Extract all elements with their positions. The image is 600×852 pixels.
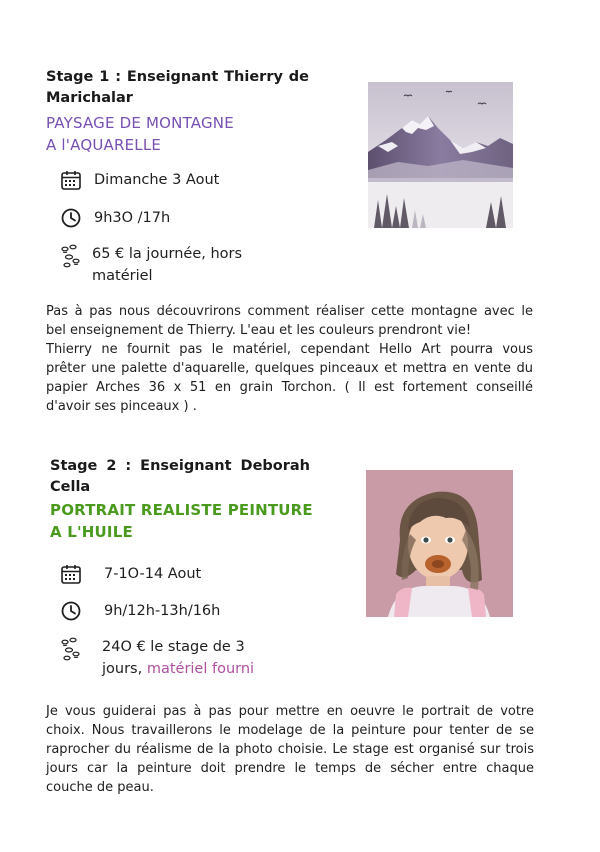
child-portrait-image [366,470,513,617]
stage1-date: Dimanche 3 Aout [94,172,220,188]
stage2-heading: Stage 2 : Enseignant Deborah Cella [50,458,310,495]
coins-icon [60,636,82,658]
clock-icon [60,207,82,229]
stage2-time: 9h/12h-13h/16h [104,603,221,619]
stage1-description: Pas à pas nous découvrirons comment réaliser cette montagne avec le bel enseignement de Thierry. L'eau et les couleurs prendront vie! Thierry ne fournit pas le matériel, cependant Hello Art pourra vous prêter une palette d'aquarelle, quelques pinceaux et mettra en vente du papier Arches 36 x 51 en grain Torchon. ( Il est fortement conseillé d'avoir ses pinceaux ) . [46,304,533,414]
stage2-date: 7-1O-14 Aout [104,566,202,582]
stage1-subtitle: PAYSAGE DE MONTAGNE A l'AQUARELLE [46,114,234,154]
stage1-time-row [60,207,170,229]
stage2-price-line2: jours, matériel fourni [102,661,255,677]
stage2-price-line1: 24O € le stage de 3 [102,639,245,655]
calendar-icon [60,169,82,191]
materiel-fourni-highlight: matériel fourni [146,661,255,677]
stage1-price-row [60,243,242,287]
stage2-description: Je vous guiderai pas à pas pour mettre en oeuvre le portrait de votre choix. Nous travaillerons le modelage de la peinture pour tenter de se raprocher du réalisme de la photo choisie. Le stage est organisé sur trois jours car la peinture doit prendre le temps de sécher entre chaque couche de peau. [46,704,534,795]
stage2-subtitle: PORTRAIT REALISTE PEINTURE A L'HUILE [50,501,313,541]
stage1-heading: Stage 1 : Enseignant Thierry de Marichalar [46,69,309,106]
clock-icon [60,600,82,622]
stage2-price-row [60,636,254,680]
coins-icon [60,243,82,265]
stage2-date-row [60,563,201,585]
stage1-price-line2: matériel [92,268,153,284]
mountain-watercolor-image [368,82,513,228]
stage1-price-line1: 65 € la journée, hors [92,246,243,262]
calendar-icon [60,563,82,585]
stage2-time-row [60,600,220,622]
stage1-time: 9h3O /17h [94,210,171,226]
stage1-date-row [60,169,219,191]
